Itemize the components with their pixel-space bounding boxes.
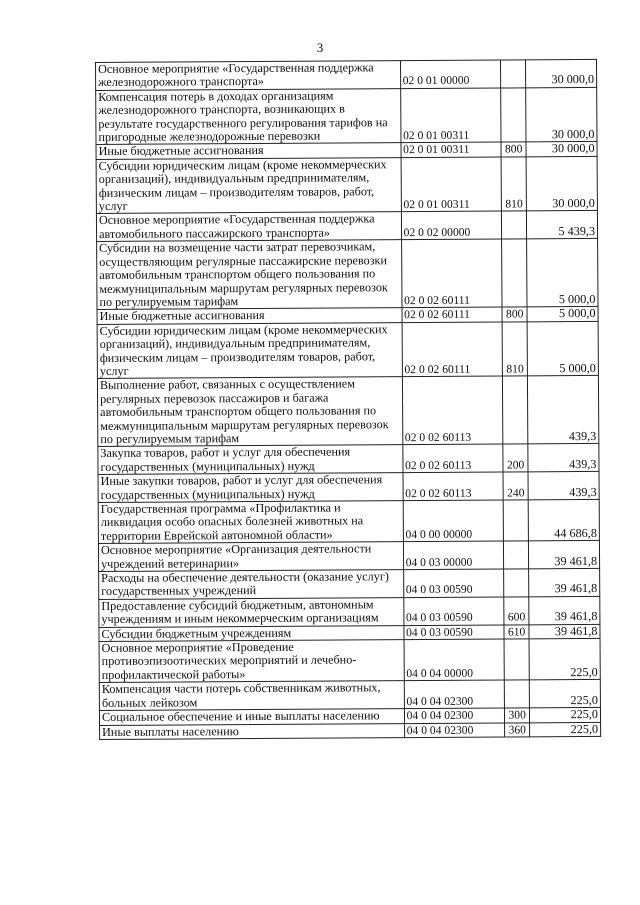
row-code-cell: 02 0 01 00311 (401, 157, 502, 212)
row-sum-cell: 5 000,0 (527, 321, 598, 376)
row-code-cell: 04 0 00 00000 (403, 500, 504, 542)
row-name-cell: Субсидии юридическим лицам (кроме некоммерческих организаций), индивидуальным предпринимателям, физическим лицам – производителям товаров, работ, услуг (97, 322, 402, 378)
row-sum-cell: 225,0 (530, 708, 601, 723)
row-name-cell: Расходы на обеспечение деятельности (оказание услуг) государственных учреждений (99, 570, 404, 600)
row-sum-cell: 39 461,8 (529, 624, 600, 639)
row-expense-type-cell (504, 541, 529, 569)
row-name-cell: Основное мероприятие «Государственная поддержка железнодорожного транспорта» (96, 61, 401, 91)
row-name-cell: Иные закупки товаров, работ и услуг для обеспечения государственных (муниципальных) нужд (98, 473, 403, 503)
row-expense-type-cell: 800 (501, 142, 526, 157)
table-row (99, 596, 600, 627)
table-row (98, 499, 599, 543)
row-sum-cell: 225,0 (530, 722, 601, 737)
table-row (99, 568, 600, 599)
row-name-cell: Основное мероприятие «Государственная поддержка автомобильного пассажирского транспорта» (96, 212, 401, 242)
row-code-cell: 02 0 02 00000 (401, 211, 502, 239)
table-row (98, 541, 599, 572)
row-sum-cell: 5 000,0 (527, 307, 598, 322)
table-row (97, 376, 598, 447)
row-expense-type-cell: 800 (502, 307, 527, 322)
row-code-cell: 02 0 02 60113 (402, 376, 503, 445)
row-expense-type-cell: 810 (501, 157, 526, 212)
row-expense-type-cell: 300 (505, 708, 530, 723)
row-name-cell: Субсидии на возмещение части затрат перевозчикам, осуществляющим регулярные пассажирские перевозки автомобильным транспортом общего пользования по межмуниципальным маршрутам регулярных перевозок по регулируемым тарифам (97, 240, 402, 310)
row-code-cell: 02 0 01 00311 (401, 142, 502, 157)
row-expense-type-cell (505, 680, 530, 708)
row-sum-cell: 439,3 (528, 444, 599, 472)
table-row (96, 59, 597, 90)
row-sum-cell: 30 000,0 (526, 87, 597, 142)
row-code-cell: 02 0 02 60113 (403, 472, 504, 500)
row-sum-cell: 30 000,0 (526, 156, 597, 211)
row-expense-type-cell: 360 (505, 722, 530, 737)
row-sum-cell: 44 686,8 (528, 499, 599, 541)
row-code-cell: 04 0 03 00590 (403, 597, 504, 625)
row-sum-cell: 225,0 (529, 638, 600, 680)
row-expense-type-cell: 610 (504, 625, 529, 640)
row-code-cell: 04 0 04 02300 (404, 723, 505, 738)
budget-table (95, 59, 601, 740)
table-row (99, 680, 600, 711)
row-code-cell: 04 0 04 00000 (404, 639, 505, 681)
row-sum-cell: 5 439,3 (527, 211, 598, 239)
row-sum-cell: 5 000,0 (527, 239, 598, 307)
row-sum-cell: 439,3 (528, 472, 599, 500)
table-row (96, 87, 597, 145)
row-code-cell: 04 0 03 00590 (403, 569, 504, 597)
row-name-cell: Основное мероприятие «Организация деятельности учреждений ветеринарии» (98, 542, 403, 572)
row-expense-type-cell (504, 569, 529, 597)
row-code-cell: 04 0 04 02300 (404, 708, 505, 723)
table-row (97, 239, 598, 310)
row-code-cell: 02 0 02 60113 (402, 444, 503, 472)
budget-table-body (96, 59, 601, 739)
row-expense-type-cell (501, 60, 526, 88)
row-sum-cell: 30 000,0 (526, 142, 597, 157)
row-name-cell: Субсидии бюджетным учреждениям (99, 625, 404, 641)
row-expense-type-cell (501, 88, 526, 143)
row-code-cell: 02 0 02 60111 (402, 307, 503, 322)
row-expense-type-cell: 240 (503, 472, 528, 500)
table-row (98, 472, 599, 503)
row-expense-type-cell: 200 (503, 444, 528, 472)
row-sum-cell: 39 461,8 (529, 596, 600, 624)
row-expense-type-cell (502, 239, 527, 307)
row-name-cell: Государственная программа «Профилактика и ликвидация особо опасных болезней животных на территории Еврейской автономной области» (98, 501, 403, 544)
row-code-cell: 04 0 04 02300 (404, 680, 505, 708)
row-name-cell: Субсидии юридическим лицам (кроме некоммерческих организаций), индивидуальным предпринимателям, физическим лицам – производителям товаров, работ, услуг (96, 157, 401, 213)
row-expense-type-cell: 810 (502, 322, 527, 377)
row-expense-type-cell (503, 376, 528, 444)
row-expense-type-cell (502, 211, 527, 239)
row-sum-cell: 39 461,8 (529, 568, 600, 596)
row-code-cell: 04 0 03 00000 (403, 541, 504, 569)
row-code-cell: 02 0 01 00000 (400, 60, 501, 88)
row-code-cell: 02 0 01 00311 (400, 88, 501, 143)
row-name-cell: Основное мероприятие «Проведение противоэпизоотических мероприятий и лечебно-профилактической работы» (99, 640, 404, 683)
row-code-cell: 02 0 02 60111 (401, 239, 502, 308)
row-name-cell: Компенсация потерь в доходах организациям железнодорожного транспорта, возникающих в результате государственного регулирования тарифов на пригородные железнодорожные перевозки (96, 88, 401, 144)
row-name-cell: Закупка товаров, работ и услуг для обеспечения государственных (муниципальных) нужд (98, 445, 403, 475)
table-row (96, 211, 597, 242)
row-sum-cell: 225,0 (529, 680, 600, 708)
page-number: 3 (316, 40, 324, 55)
row-name-cell: Иные бюджетные ассигнования (96, 143, 401, 159)
row-expense-type-cell: 600 (504, 597, 529, 625)
row-name-cell: Иные выплаты населению (100, 723, 405, 739)
row-code-cell: 04 0 03 00590 (404, 625, 505, 640)
row-expense-type-cell (503, 500, 528, 541)
table-row (99, 638, 600, 682)
table-row (100, 722, 601, 739)
table-row (97, 321, 598, 379)
row-sum-cell: 439,3 (528, 376, 599, 444)
row-expense-type-cell (504, 639, 529, 680)
row-sum-cell: 39 461,8 (529, 541, 600, 569)
table-row (96, 156, 597, 214)
row-name-cell: Социальное обеспечение и иные выплаты населению (99, 709, 404, 725)
row-name-cell: Компенсация части потерь собственникам животных, больных лейкозом (99, 681, 404, 711)
row-name-cell: Выполнение работ, связанных с осуществлением регулярных перевозок пассажиров и багажа автомобильным транспортом общего пользования по межмуниципальным маршрутам регулярных перевозок по регулируемым тарифам (97, 377, 402, 447)
row-name-cell: Иные бюджетные ассигнования (97, 308, 402, 324)
row-name-cell: Предоставление субсидий бюджетным, автономным учреждениям и иным некоммерческим организациям (99, 597, 404, 627)
row-sum-cell: 30 000,0 (526, 59, 597, 87)
table-row (98, 444, 599, 475)
row-code-cell: 02 0 02 60111 (402, 322, 503, 377)
